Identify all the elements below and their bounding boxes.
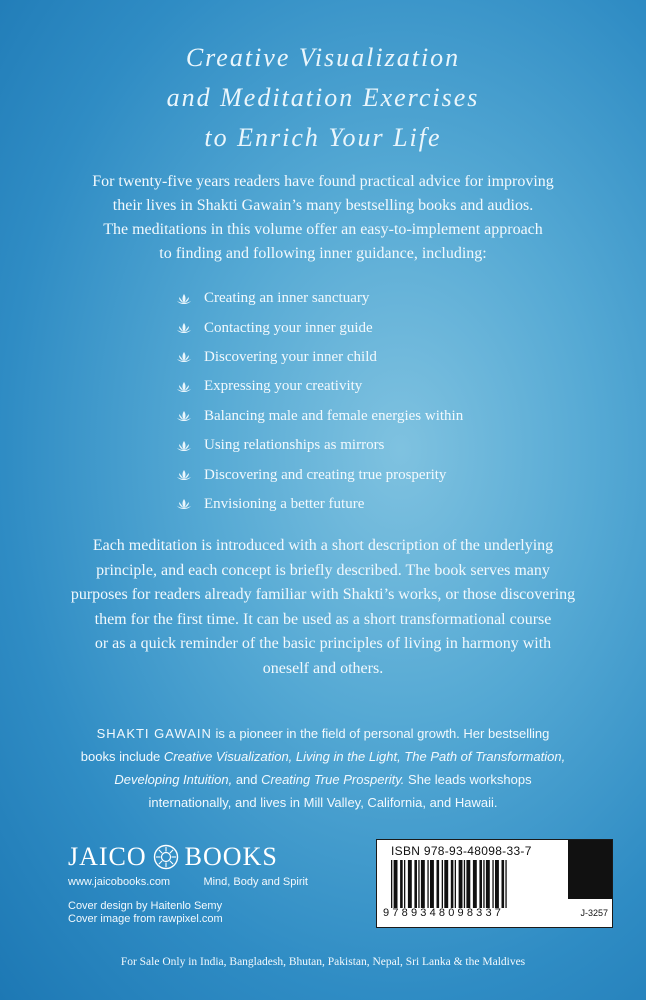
publisher-website: www.jaicobooks.com <box>68 876 171 888</box>
cover-image-credit: Cover image from rawpixel.com <box>68 913 223 925</box>
feature-label: Discovering your inner child <box>204 348 377 365</box>
lotus-icon <box>176 440 192 452</box>
barcode-stripe <box>391 860 392 908</box>
barcode-stripe <box>459 860 463 908</box>
bio-line-3 <box>20 768 626 791</box>
publisher-tagline: Mind, Body and Spirit <box>203 876 308 888</box>
barcode-stripe <box>414 860 417 908</box>
intro-line-1: For twenty-five years readers have found practical advice for improving <box>92 173 554 190</box>
barcode-stripe <box>492 860 493 908</box>
feature-list <box>176 284 576 519</box>
barcode-stripe <box>408 860 412 908</box>
isbn-barcode <box>376 839 613 928</box>
description-line-6: oneself and others. <box>262 659 384 677</box>
author-name: SHAKTI GAWAIN <box>96 726 212 741</box>
bio-line-2 <box>20 745 626 768</box>
feature-label: Creating an inner sanctuary <box>204 290 370 307</box>
headline-line-2: and Meditation Exercises <box>166 83 480 112</box>
barcode-stripe <box>466 860 470 908</box>
publisher-logo <box>68 840 328 874</box>
barcode-stripe <box>427 860 428 908</box>
barcode-stripe <box>495 860 499 908</box>
feature-item <box>176 460 576 489</box>
barcode-stripe <box>505 860 506 908</box>
barcode-stripe <box>442 860 443 908</box>
lotus-icon <box>176 498 192 510</box>
feature-label: Discovering and creating true prosperity <box>204 466 447 483</box>
lotus-icon <box>176 469 192 481</box>
barcode-black-panel <box>568 840 612 899</box>
intro-line-2: their lives in Shakti Gawain’s many bestselling books and audios. <box>112 197 534 214</box>
bio-book-titles: Creative Visualization, Living in the Light, The Path of Transformation, <box>163 749 566 764</box>
barcode-stripe <box>430 860 434 908</box>
author-bio <box>20 722 626 814</box>
barcode-stripe <box>400 860 403 908</box>
bio-text: She leads workshops <box>404 772 532 787</box>
barcode-stripe <box>437 860 440 908</box>
sale-notice: For Sale Only in India, Bangladesh, Bhutan, Pakistan, Nepal, Sri Lanka & the Maldives <box>120 956 526 968</box>
sun-logo-icon <box>153 844 179 870</box>
publisher-name-right: BOOKS <box>184 842 278 871</box>
feature-label: Contacting your inner guide <box>204 319 373 336</box>
barcode-stripe <box>502 860 505 908</box>
publisher-name-left: JAICO <box>68 842 147 871</box>
feature-item <box>176 284 576 313</box>
barcode-bars <box>391 860 557 908</box>
barcode-stripe <box>418 860 419 908</box>
isbn-label: ISBN 978-93-48098-33-7 <box>391 844 532 858</box>
barcode-stripe <box>455 860 456 908</box>
description-line-4: them for the first time. It can be used as a short transformational course <box>94 610 552 628</box>
barcode-stripe <box>479 860 482 908</box>
barcode-stripe <box>473 860 477 908</box>
intro-paragraph <box>40 170 606 266</box>
cover-credits <box>68 900 328 926</box>
feature-label: Expressing your creativity <box>204 378 363 395</box>
bio-book-title: Creating True Prosperity. <box>261 772 405 787</box>
barcode-stripe <box>404 860 405 908</box>
description-line-2: principle, and each concept is briefly described. The book serves many <box>96 561 550 579</box>
barcode-stripe <box>483 860 484 908</box>
headline <box>0 38 646 158</box>
bio-text: is a pioneer in the field of personal growth. Her bestselling <box>211 726 550 741</box>
description-line-5: or as a quick reminder of the basic principles of living in harmony with <box>94 635 552 652</box>
feature-item <box>176 343 576 372</box>
feature-item <box>176 372 576 401</box>
barcode-stripe <box>421 860 425 908</box>
feature-item <box>176 402 576 431</box>
bio-text: and <box>232 772 262 787</box>
lotus-icon <box>176 410 192 422</box>
barcode-stripe <box>444 860 448 908</box>
bio-book-title: Developing Intuition, <box>114 772 233 787</box>
barcode-digits: 9789348098337 <box>383 907 505 919</box>
description-paragraph <box>40 534 606 681</box>
barcode-stripe <box>486 860 490 908</box>
lotus-icon <box>176 351 192 363</box>
product-code: J-3257 <box>580 908 608 918</box>
bio-line-1 <box>20 722 626 745</box>
bio-text: books include <box>80 749 164 764</box>
publisher-block <box>68 840 328 926</box>
feature-label: Envisioning a better future <box>204 495 365 512</box>
publisher-links <box>68 876 308 888</box>
lotus-icon <box>176 293 192 305</box>
headline-line-1: Creative Visualization <box>185 43 461 72</box>
description-line-1: Each meditation is introduced with a short description of the underlying <box>92 537 554 554</box>
bio-line-4: internationally, and lives in Mill Valley, California, and Hawaii. <box>148 795 498 810</box>
feature-item <box>176 490 576 519</box>
headline-line-3: to Enrich Your Life <box>204 123 442 152</box>
barcode-stripe <box>451 860 454 908</box>
feature-item <box>176 431 576 460</box>
barcode-stripe <box>464 860 465 908</box>
cover-design-credit: Cover design by Haitenlo Semy <box>68 900 223 912</box>
feature-item <box>176 313 576 342</box>
feature-label: Balancing male and female energies within <box>204 407 464 424</box>
intro-line-4: to finding and following inner guidance, including: <box>159 245 487 262</box>
description-line-3: purposes for readers already familiar with Shakti’s works, or those discovering <box>70 586 576 603</box>
intro-line-3: The meditations in this volume offer an easy-to-implement approach <box>103 221 543 238</box>
barcode-stripe <box>394 860 398 908</box>
lotus-icon <box>176 322 192 334</box>
feature-label: Using relationships as mirrors <box>204 437 385 454</box>
lotus-icon <box>176 381 192 393</box>
